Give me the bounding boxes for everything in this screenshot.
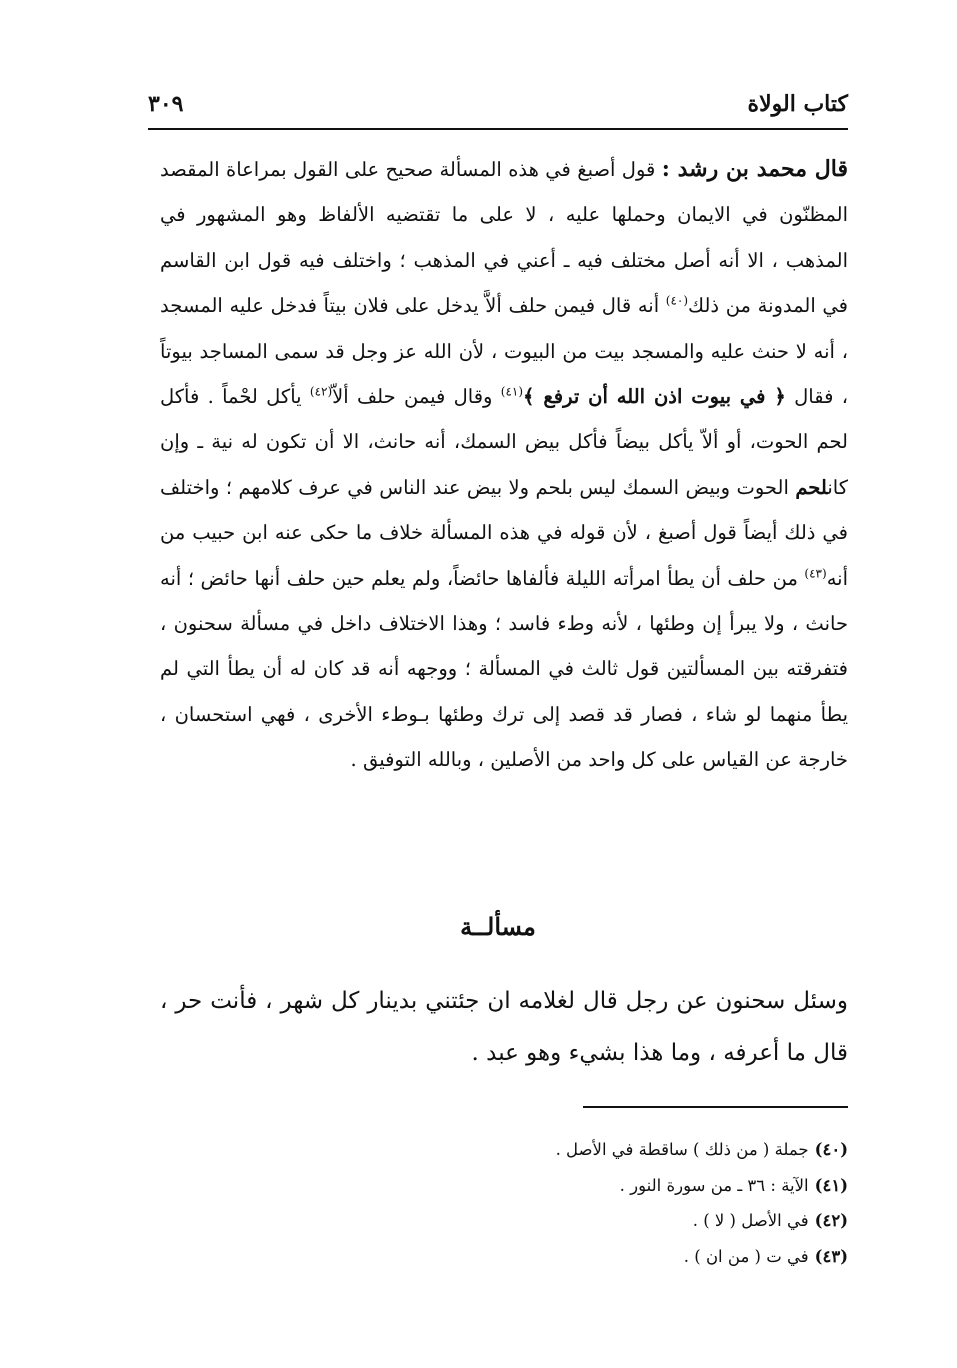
footnote-item bbox=[400, 1239, 848, 1275]
text-segment: أنه قال فيمن حلف ألاَّ يدخل على فلان بيتاً فدخل عليه المسجد ، أنه لا حنث عليه والمسجد بيت من البيوت ، لأن الله عز وجل قد سمى المساجد بيوتاً ، فقال bbox=[160, 294, 849, 409]
question-paragraph: وسئل سحنون عن رجل قال لغلامه ان جئتني بدينار كل شهر ، فأنت حر ، قال ما أعرفه ، وما هذا بشيء وهو عبد . bbox=[160, 988, 848, 1066]
running-header bbox=[148, 86, 848, 122]
footnote-ref-40: (٤٠) bbox=[665, 293, 689, 308]
quran-quote: في بيوت اذن الله أن ترفع bbox=[534, 385, 775, 409]
emphasized-word: لحم bbox=[795, 475, 828, 499]
footnote-number: (٤١) bbox=[814, 1175, 848, 1195]
text-segment: من حلف أن يطأ امرأته الليلة فألفاها حائضاً، ولم يعلم حين حلف أنها حائض ؛ أنه حانث ، ولا يبرأ إن وطئها ، لأنه وطء فاسد ؛ وهذا الاختلاف داخل في مسألة سحنون ، فتفرقته بين المسألتين قول ثالث في المسألة ؛ ووجهه أنه قد كان له أن يطأ التي لم يطأ منهما لو شاء ، فصار قد قصد إلى ترك وطئها بـوطء الأخرى ، فهي استحسان ، خارجة عن القياس على كل واحد من الأصلين ، وبالله التوفيق . bbox=[160, 566, 848, 772]
footnote-rule bbox=[583, 1106, 848, 1108]
footnote-number: (٤٠) bbox=[814, 1140, 848, 1159]
footnote-text: الآية : ٣٦ ـ من سورة النور . bbox=[619, 1175, 809, 1195]
footnote-ref-42: (٤٢) bbox=[309, 384, 333, 399]
quran-bracket-open: ﴿ bbox=[774, 385, 786, 409]
text-segment: قول أصبغ في هذه المسألة صحيح على القول بمراعاة المقصد المظنّون في الايمان وحملها عليه ، لا على ما تقتضيه الألفاظ وهو المشهور في المذهب ، الا أنه أصل مختلف فيه ـ أعني في المذهب ؛ واختلف فيه قول ابن القاسم في المدونة من ذلك bbox=[160, 158, 848, 318]
footnote-text: جملة ( من ذلك ) ساقطة في الأصل . bbox=[555, 1140, 809, 1159]
footnote-ref-41: (٤١) bbox=[500, 384, 524, 399]
footnote-item bbox=[400, 1132, 848, 1168]
text-segment: يأكل لحْماً . فأكل لحم الحوت، أو ألاّ يأكل بيضاً فأكل بيض السمك، أنه حانث، الا أن تكون له نية ـ وإن كان bbox=[160, 385, 848, 499]
footnote-number: (٤٢) bbox=[814, 1211, 848, 1230]
footnotes bbox=[400, 1132, 848, 1274]
text-segment: وقال فيمن حلف ألاّ bbox=[332, 385, 501, 409]
commentary-lead: قال محمد بن رشد : bbox=[661, 156, 848, 182]
text-segment: الحوت وبيض السمك ليس بلحم ولا بيض عند الناس في عرف كلامهم ؛ واختلف في ذلك أيضاً قول أصبغ ، لأن قوله في هذه المسألة خلاف ما حكى عنه ابن حبيب من أنه bbox=[160, 475, 848, 590]
section-title: مسألــة bbox=[460, 912, 536, 941]
footnote-item bbox=[400, 1203, 848, 1239]
footnote-ref-43: (٤٣) bbox=[804, 566, 827, 581]
quran-bracket-close: ﴾ bbox=[523, 385, 535, 409]
page-number: ٣٠٩ bbox=[148, 91, 184, 117]
footnote-text: في ت ( من ان ) . bbox=[683, 1246, 809, 1266]
footnote-number: (٤٣) bbox=[814, 1246, 848, 1266]
book-title: كتاب الولاة bbox=[747, 91, 848, 117]
commentary-paragraph bbox=[160, 147, 848, 783]
footnote-text: في الأصل ( لا ) . bbox=[692, 1211, 809, 1230]
footnote-item bbox=[400, 1168, 848, 1204]
header-rule bbox=[148, 128, 848, 130]
